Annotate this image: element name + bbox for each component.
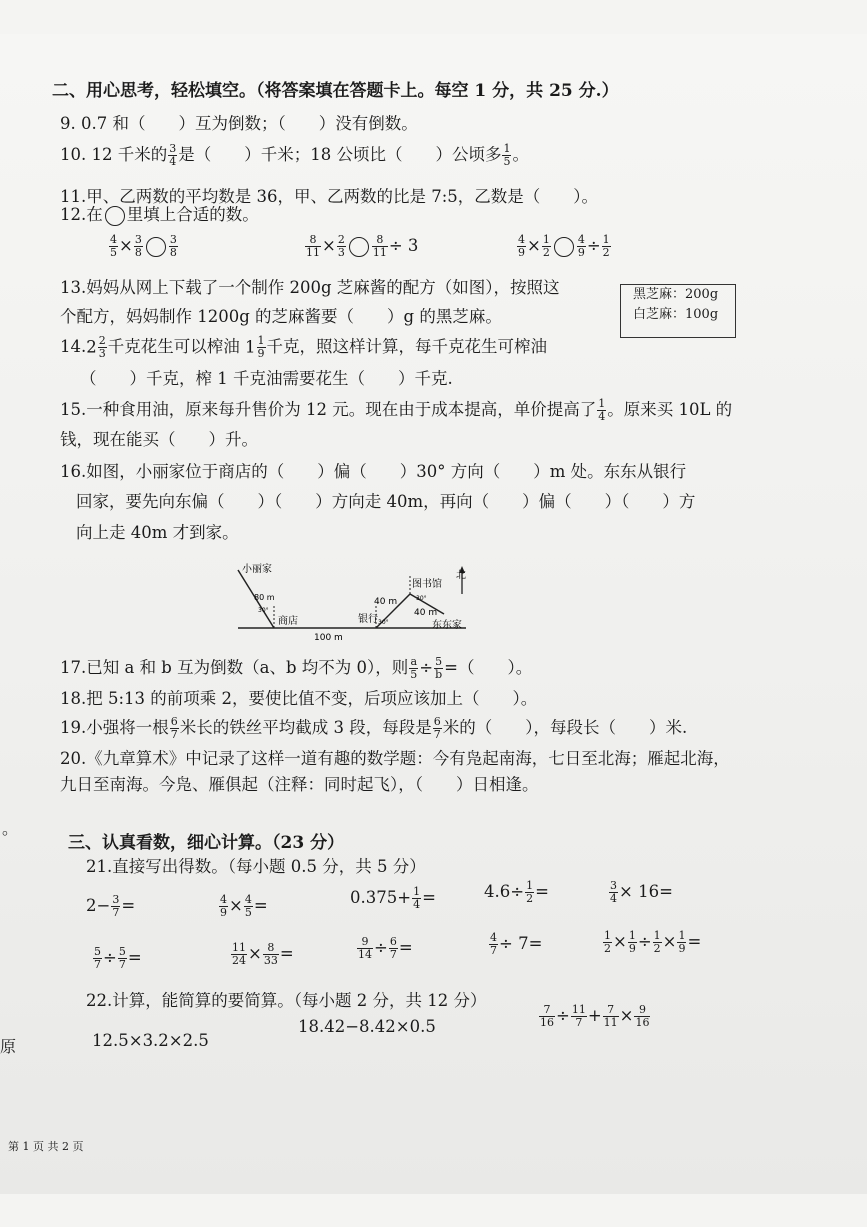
- recipe-line-black-sesame: 黑芝麻：200g: [633, 287, 719, 302]
- compare-circle-icon[interactable]: [146, 237, 166, 257]
- q12-expression-2: $\frac{8}{11}$ × $\frac{2}{3}$ $\frac{8}{11}$ ÷ 3: [306, 233, 419, 259]
- question-13-line1: 13.妈妈从网上下载了一个制作 200g 芝麻酱的配方（如图），按照这: [60, 278, 560, 297]
- map-label-xiaoli: 小丽家: [242, 564, 272, 575]
- question-15-line1: 15.一种食用油，原来每升售价为 12 元。现在由于成本提高，单价提高了 $\frac{1}{4}$ 。原来买 10L 的: [60, 397, 733, 423]
- recipe-box: [620, 284, 736, 338]
- calc-5: $\frac{3}{4}$ × 16=: [610, 879, 673, 905]
- calc-7: $\frac{11}{24}$ × $\frac{8}{33}$ =: [232, 941, 294, 967]
- question-14-line2: （ ）千克，榨 1 千克油需要花生（ ）千克.: [80, 369, 453, 388]
- page-footer: 第 1 页 共 2 页: [8, 1140, 84, 1153]
- expression-2: 18.42−8.42×0.5: [298, 1017, 436, 1036]
- map-label-a30c: 30°: [416, 595, 427, 602]
- compare-circle-icon[interactable]: [554, 237, 574, 257]
- map-label-dongdong: 东东家: [432, 620, 462, 631]
- question-16-line3: 向上走 40m 才到家。: [76, 523, 239, 542]
- question-15-line2: 钱，现在能买（ ）升。: [60, 430, 258, 449]
- q12-text-a: 12.在: [60, 205, 103, 224]
- margin-char: 原: [0, 1037, 17, 1056]
- question-20-line2: 九日至南海。今凫、雁俱起（注释：同时起飞），（ ）日相逢。: [60, 775, 539, 794]
- map-label-d80: 80 m: [254, 593, 275, 602]
- location-map: [226, 560, 486, 650]
- q12-text-b: 里填上合适的数。: [126, 205, 259, 224]
- question-11: 11.甲、乙两数的平均数是 36，甲、乙两数的比是 7:5，乙数是（ ）。: [60, 187, 599, 206]
- calc-6: $\frac{5}{7}$ ÷ $\frac{5}{7}$ =: [94, 945, 142, 971]
- map-label-d100: 100 m: [314, 633, 343, 643]
- q10-text-c: 。: [512, 145, 529, 164]
- expression-3: $\frac{7}{16}$ ÷ $\frac{11}{7}$ + $\frac{7}{11}$ × $\frac{9}{16}$: [540, 1003, 650, 1029]
- question-13-line2: 个配方，妈妈制作 1200g 的芝麻酱要（ ）g 的黑芝麻。: [60, 307, 502, 326]
- map-label-d40a: 40 m: [374, 597, 398, 607]
- question-16-line2: 回家，要先向东偏（ ）（ ）方向走 40m，再向（ ）偏（ ）（ ）方: [76, 492, 696, 511]
- section3-title: 三、认真看数，细心计算。（23 分）: [68, 833, 345, 853]
- map-label-a30: 30°: [258, 607, 269, 614]
- q10-fraction-2: $\frac{1}{5}$: [503, 142, 511, 168]
- question-14-line1: 14.2 $\frac{2}{3}$ 千克花生可以榨油 1 $\frac{1}{9}$ 千克，照这样计算，每千克花生可榨油: [60, 334, 547, 360]
- question-10: [60, 143, 529, 168]
- map-label-d40b: 40 m: [414, 608, 438, 618]
- calc-4: 4.6÷ $\frac{1}{2}$ =: [484, 879, 549, 905]
- calc-9: $\frac{4}{7}$ ÷ 7=: [490, 931, 543, 957]
- map-label-library: 图书馆: [412, 579, 442, 590]
- calc-3: 0.375+ $\frac{1}{4}$ =: [350, 885, 436, 911]
- margin-dot: 。: [2, 819, 19, 838]
- map-label-shop: 商店: [278, 616, 298, 627]
- question-12: [60, 204, 259, 226]
- question-18: 18.把 5:13 的前项乘 2，要使比值不变，后项应该加上（ ）。: [60, 689, 538, 708]
- recipe-line-white-sesame: 白芝麻：100g: [633, 307, 719, 322]
- section2-title: 二、用心思考，轻松填空。（将答案填在答题卡上。每空 1 分，共 25 分.）: [52, 81, 619, 101]
- map-label-a30b: 30°: [378, 619, 389, 626]
- compare-circle-icon[interactable]: [349, 237, 369, 257]
- circle-icon: [105, 206, 125, 226]
- calc-8: $\frac{9}{14}$ ÷ $\frac{6}{7}$ =: [358, 935, 413, 961]
- q12-expression-3: $\frac{4}{9}$ × $\frac{1}{2}$ $\frac{4}{9}$ ÷ $\frac{1}{2}$: [518, 233, 610, 259]
- calc-1: 2− $\frac{3}{7}$ =: [86, 893, 136, 919]
- q10-text-a: 10. 12 千米的: [60, 145, 168, 164]
- q12-expression-1: $\frac{4}{5}$ × $\frac{3}{8}$ $\frac{3}{8}$: [110, 233, 177, 259]
- expression-1: 12.5×3.2×2.5: [92, 1031, 209, 1050]
- map-label-north: 北: [456, 570, 466, 581]
- question-19: 19.小强将一根 $\frac{6}{7}$ 米长的铁丝平均截成 3 段，每段是 $\frac{6}{7}$ 米的（ ），每段长（ ）米.: [60, 715, 688, 741]
- question-9: 9. 0.7 和（ ）互为倒数；（ ）没有倒数。: [60, 114, 418, 133]
- question-16-line1: 16.如图，小丽家位于商店的（ ）偏（ ）30° 方向（ ）m 处。东东从银行: [60, 462, 687, 481]
- q10-fraction-1: $\frac{3}{4}$: [169, 142, 177, 168]
- q10-text-b: 是（ ）千米；18 公顷比（ ）公顷多: [178, 145, 502, 164]
- question-22: 22.计算，能简算的要简算。（每小题 2 分，共 12 分）: [86, 991, 487, 1010]
- question-21: 21.直接写出得数。（每小题 0.5 分，共 5 分）: [86, 857, 426, 876]
- question-20-line1: 20.《九章算术》中记录了这样一道有趣的数学题：今有凫起南海，七日至北海；雁起北海，: [60, 749, 730, 768]
- question-17: 17.已知 a 和 b 互为倒数（a、b 均不为 0），则 $\frac{a}{5}$ ÷ $\frac{5}{b}$ =（ ）。: [60, 655, 533, 681]
- map-label-bank: 银行: [358, 614, 378, 625]
- calc-10: $\frac{1}{2}$ × $\frac{1}{9}$ ÷ $\frac{1}{2}$ × $\frac{1}{9}$ =: [604, 929, 702, 955]
- calc-2: $\frac{4}{9}$ × $\frac{4}{5}$ =: [220, 893, 268, 919]
